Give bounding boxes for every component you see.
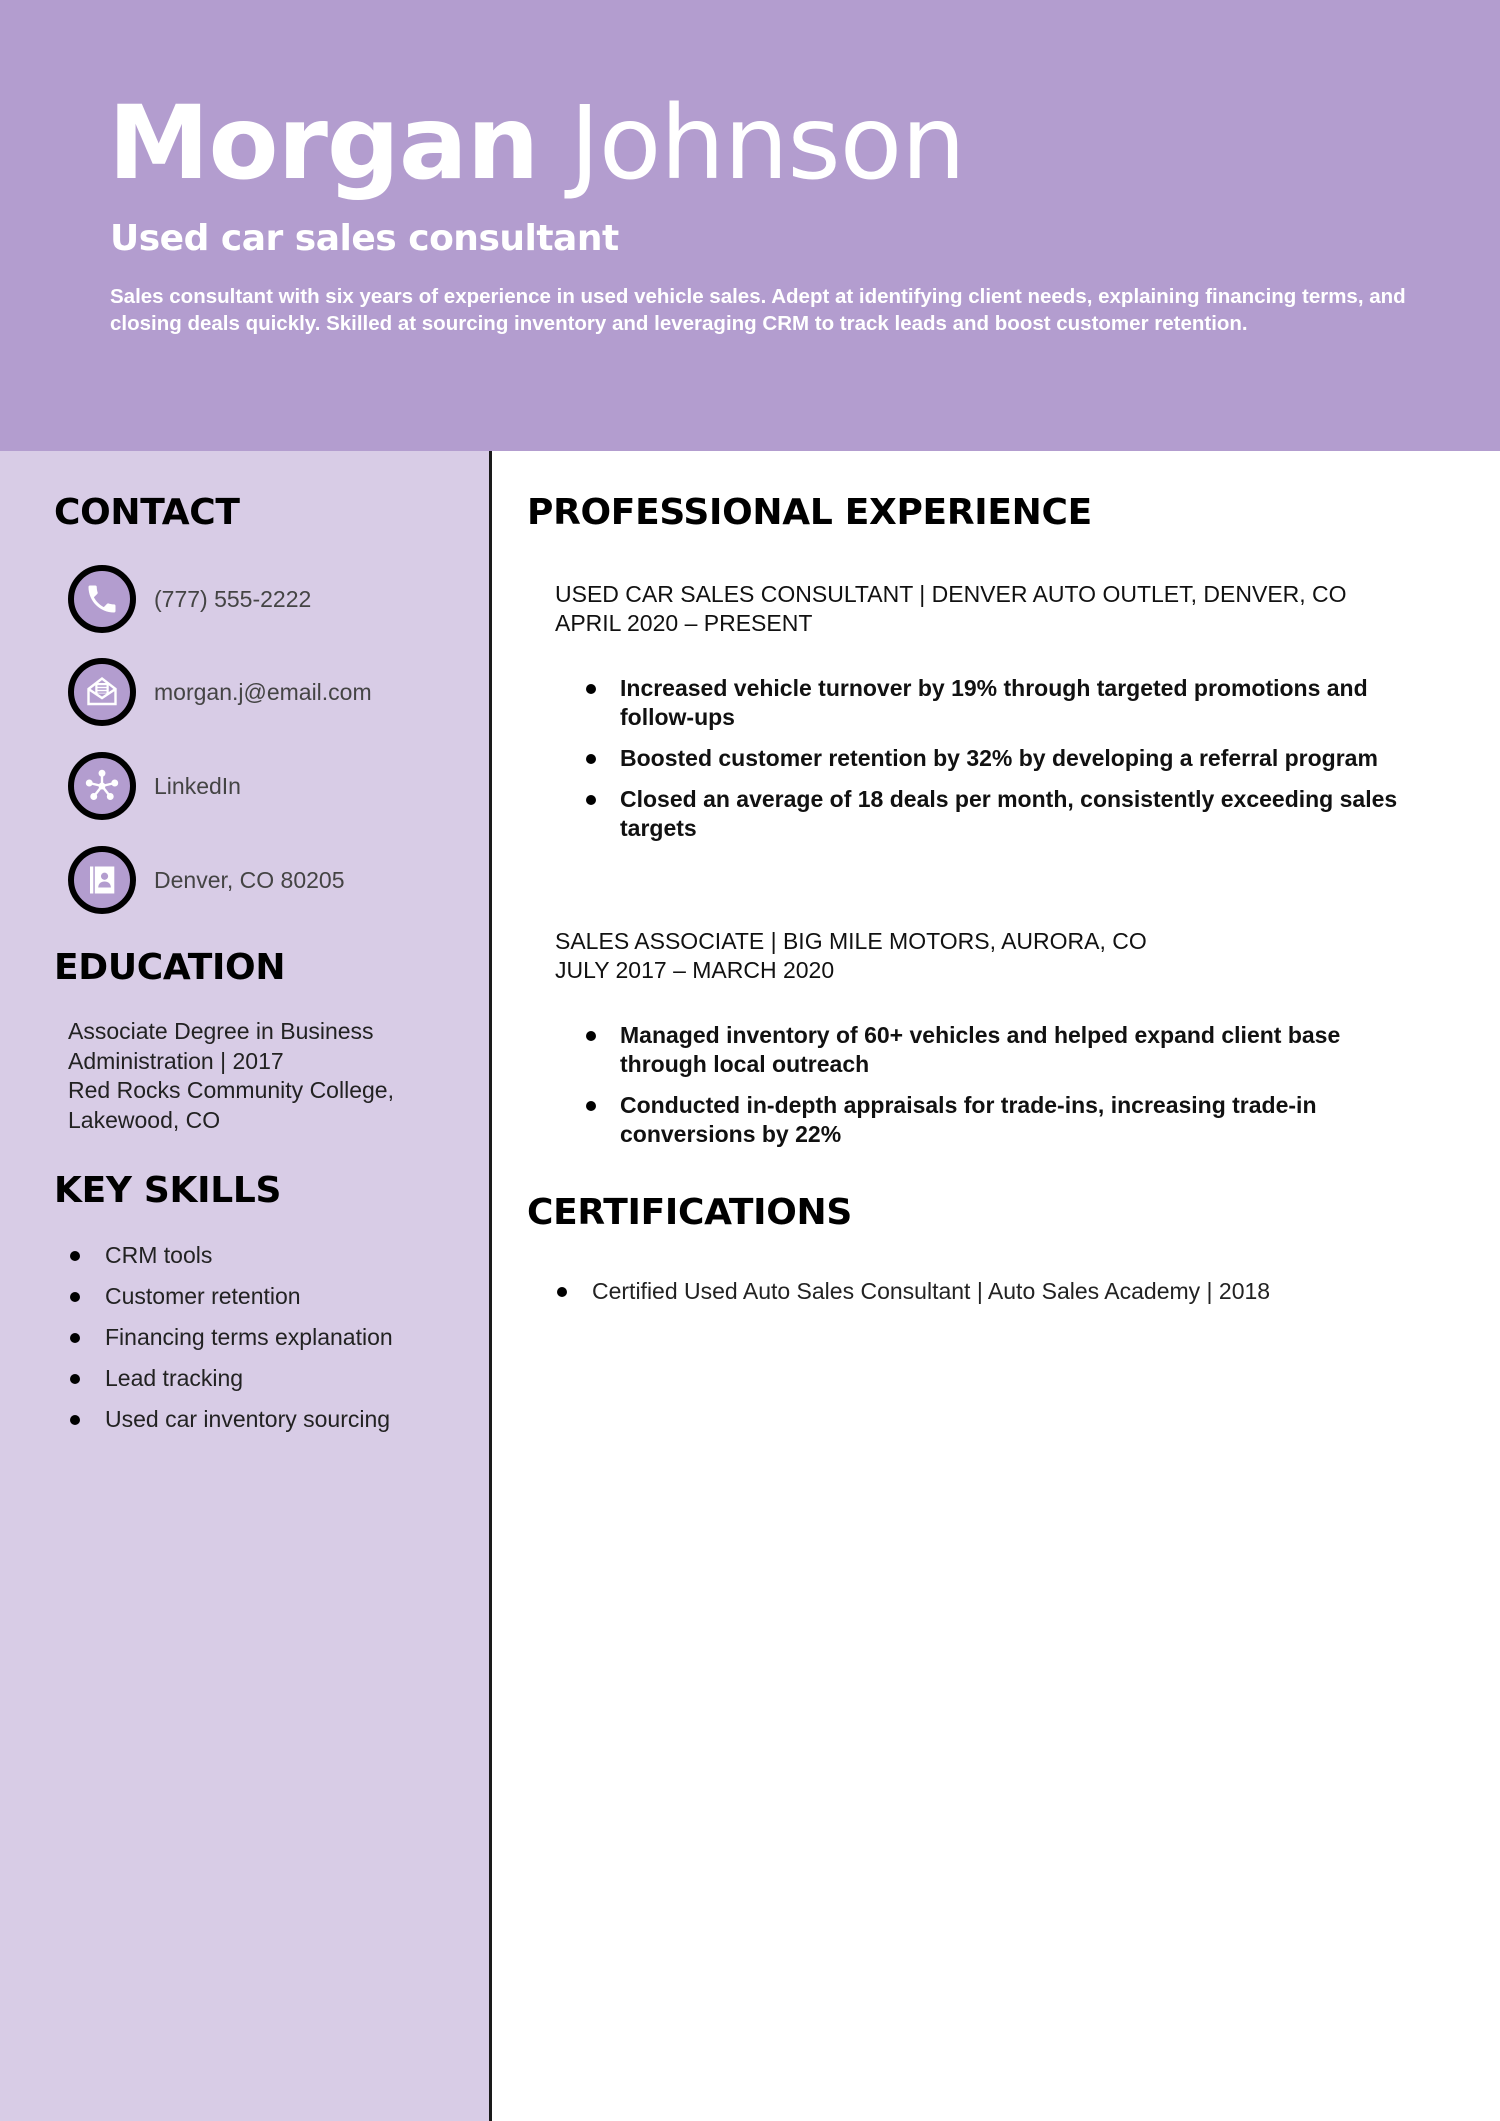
- education-line: Associate Degree in Business: [68, 1018, 374, 1044]
- contact-location: Denver, CO 80205: [154, 866, 345, 893]
- candidate-name: [108, 84, 965, 204]
- phone-icon: [68, 565, 136, 633]
- contact-item-linkedin: [68, 752, 241, 820]
- achievement-item: Increased vehicle turnover by 19% through targeted promotions and follow-ups: [583, 674, 1413, 732]
- achievement-item: Closed an average of 18 deals per month, consistently exceeding sales targets: [583, 785, 1413, 843]
- education-entry: [68, 1017, 478, 1135]
- skill-item: CRM tools: [68, 1238, 393, 1279]
- achievement-item: Conducted in-depth appraisals for trade-ins, increasing trade-in conversions by 22%: [583, 1091, 1413, 1149]
- contact-phone: (777) 555-2222: [154, 585, 312, 612]
- education-line: Lakewood, CO: [68, 1106, 221, 1133]
- job-dates: APRIL 2020 – PRESENT: [555, 610, 813, 636]
- network-icon: [68, 752, 136, 820]
- profile-summary: Sales consultant with six years of experience in used vehicle sales. Adept at identifying client needs, explaining financing terms, and closing deals quickly. Skilled at sourcing inventory and leveraging CRM to track leads and boost customer retention.: [110, 285, 1406, 335]
- achievement-item: Boosted customer retention by 32% by developing a referral program: [583, 744, 1413, 773]
- job-title-company: SALES ASSOCIATE | BIG MILE MOTORS, AURORA, CO: [555, 928, 1147, 954]
- contact-item-email: [68, 658, 372, 726]
- skill-item: Lead tracking: [68, 1361, 393, 1402]
- job-title-heading: Used car sales consultant: [110, 218, 619, 259]
- contact-item-address: [68, 846, 345, 914]
- education-line: Administration | 2017: [68, 1047, 284, 1074]
- last-name: Johnson: [569, 84, 965, 203]
- education-line: Red Rocks Community College,: [68, 1077, 394, 1103]
- job-dates: JULY 2017 – MARCH 2020: [555, 957, 835, 983]
- key-skills-heading: KEY SKILLS: [54, 1170, 282, 1211]
- job-title-company: USED CAR SALES CONSULTANT | DENVER AUTO OUTLET, DENVER, CO: [555, 581, 1347, 607]
- skill-item: Used car inventory sourcing: [68, 1402, 393, 1443]
- certification-item: Certified Used Auto Sales Consultant | Auto Sales Academy | 2018: [555, 1277, 1270, 1306]
- job-entry-2-header: [555, 927, 1147, 985]
- skill-item: Financing terms explanation: [68, 1320, 393, 1361]
- contact-heading: CONTACT: [54, 492, 240, 533]
- contact-email[interactable]: morgan.j@email.com: [154, 678, 372, 705]
- contact-linkedin[interactable]: LinkedIn: [154, 772, 241, 799]
- certifications-heading: CERTIFICATIONS: [527, 1192, 852, 1233]
- resume-header: [0, 0, 1500, 451]
- job-entry-1-header: [555, 580, 1347, 638]
- column-divider: [489, 451, 492, 2121]
- achievement-item: Managed inventory of 60+ vehicles and helped expand client base through local outreach: [583, 1021, 1413, 1079]
- experience-heading: PROFESSIONAL EXPERIENCE: [527, 492, 1092, 533]
- first-name: Morgan: [108, 84, 539, 203]
- skills-list: [68, 1238, 393, 1443]
- contact-item-phone: [68, 565, 311, 633]
- certifications-list: [555, 1277, 1270, 1306]
- education-heading: EDUCATION: [54, 947, 286, 988]
- envelope-icon: [68, 658, 136, 726]
- address-book-icon: [68, 846, 136, 914]
- job-2-achievements: [583, 1021, 1413, 1161]
- skill-item: Customer retention: [68, 1279, 393, 1320]
- job-1-achievements: [583, 674, 1413, 855]
